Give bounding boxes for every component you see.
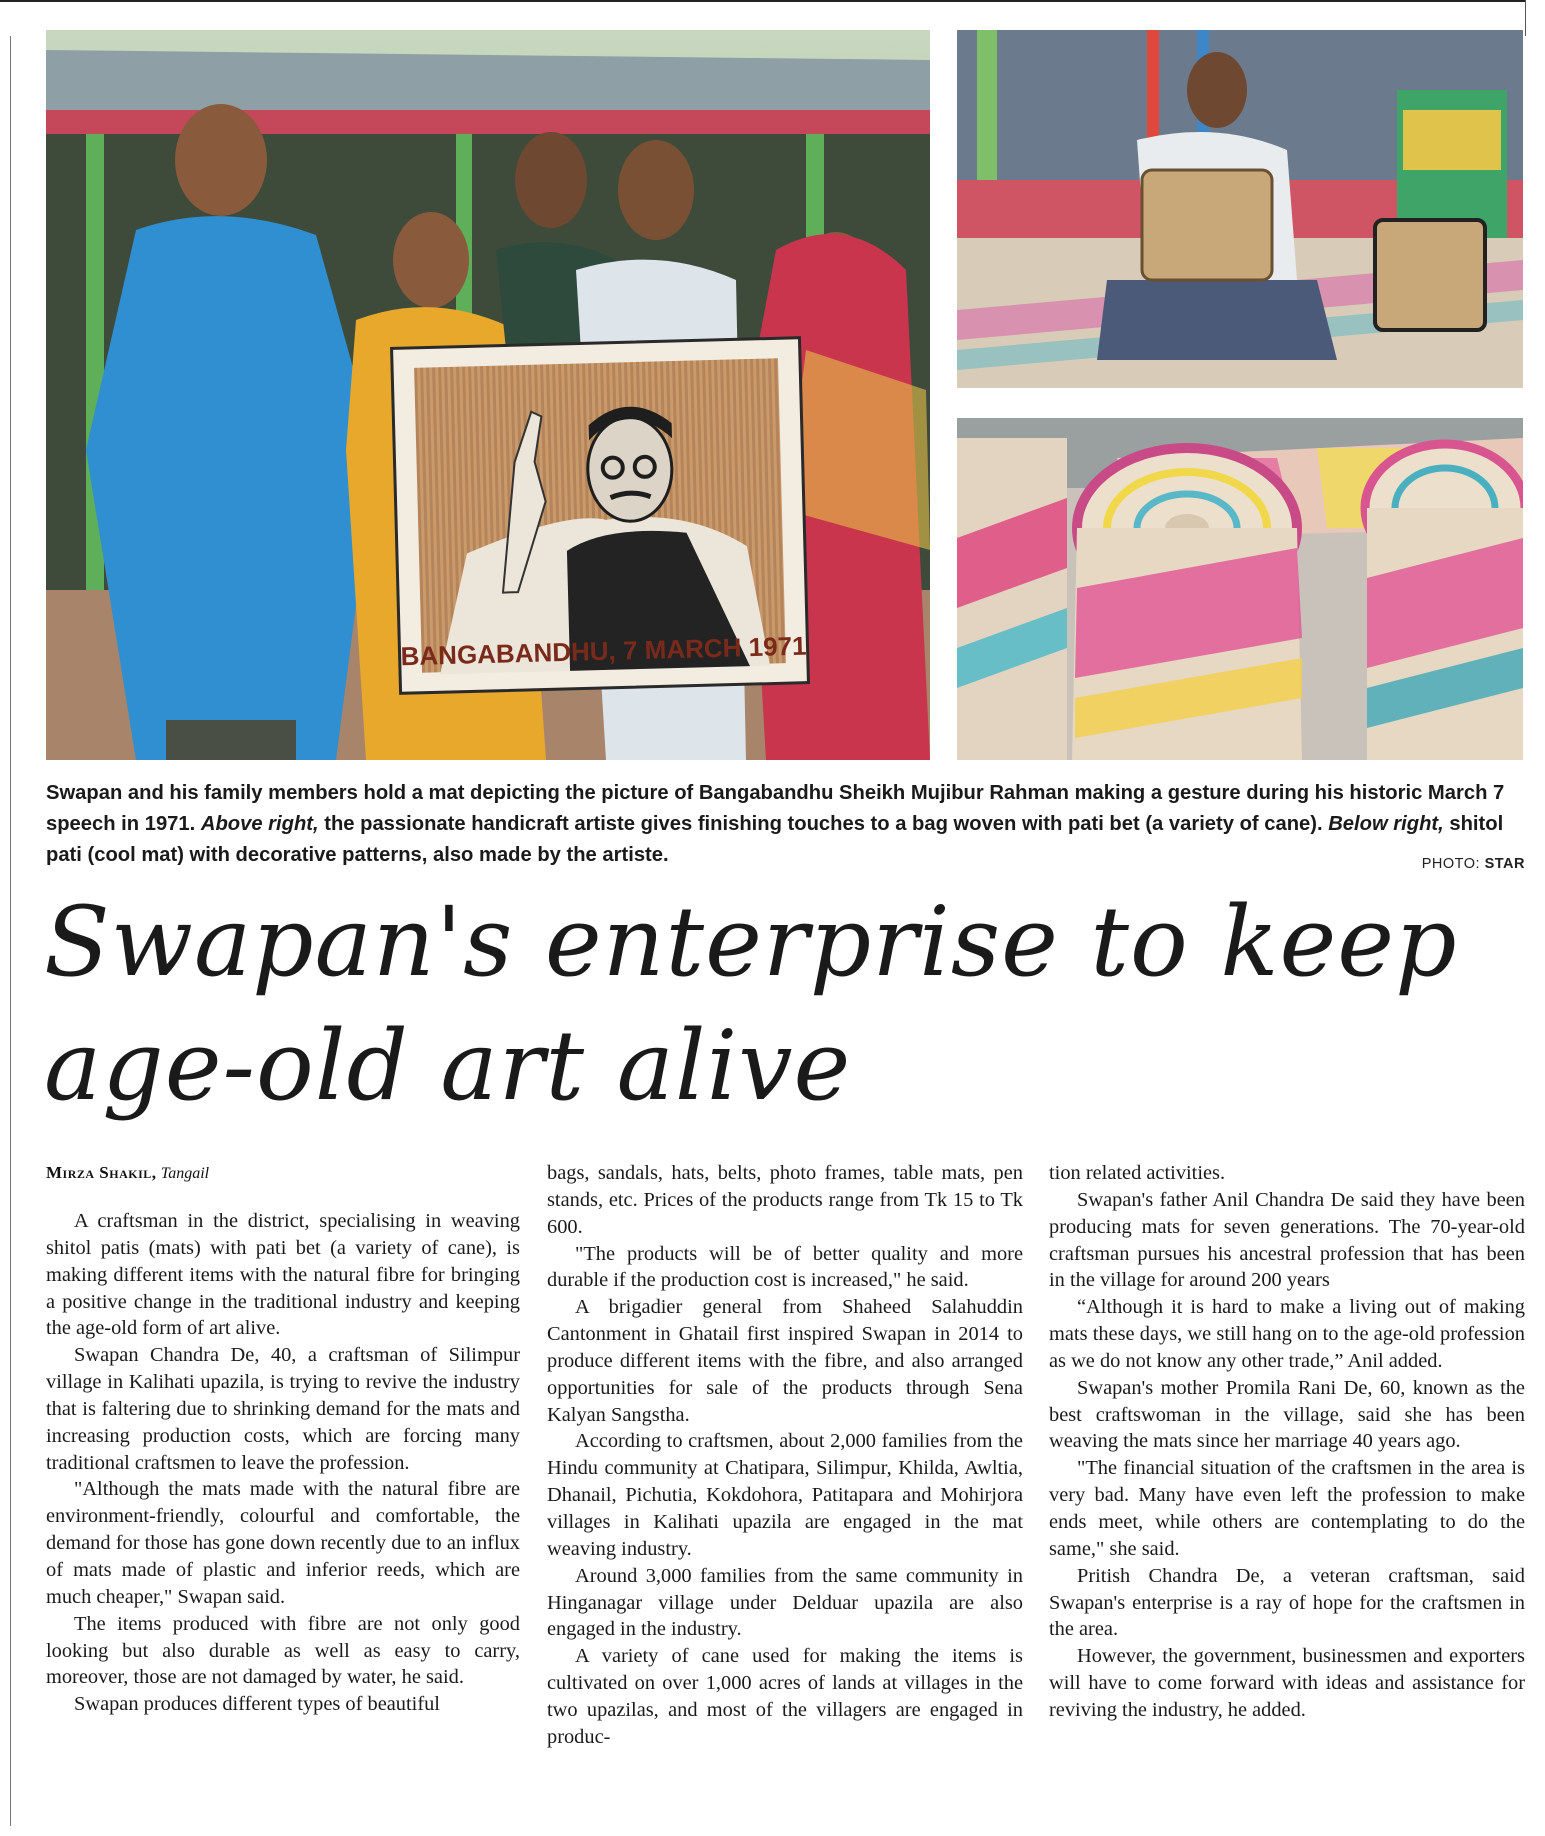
- paragraph: "The financial situation of the craftsmen in the area is very bad. Many have even left the profession to make ends meet, while others are contemplating to do the same," she said.: [1049, 1457, 1525, 1560]
- photo-credit-label: PHOTO:: [1421, 856, 1485, 872]
- paragraph: Swapan Chandra De, 40, a craftsman of Silimpur village in Kalihati upazila, is trying to revive the industry that is faltering due to shrinking demand for the mats and increasing production costs, which are forcing many traditional craftsmen to leave the profession.: [46, 1344, 520, 1474]
- paragraph: Swapan's mother Promila Rani De, 60, known as the best craftswoman in the village, said she has been weaving the mats since her marriage 40 years ago.: [1049, 1376, 1525, 1453]
- caption-label-above: Above right,: [200, 813, 319, 835]
- headline: [44, 880, 1524, 1128]
- paragraph: Around 3,000 families from the same community in Hinganagar village under Delduar upazila are also engaged in the industry.: [547, 1564, 1023, 1641]
- paragraph: A variety of cane used for making the items is cultivated on over 1,000 acres of lands at villages in the two upazilas, and most of the villagers are engaged in produc-: [547, 1645, 1023, 1748]
- byline: [46, 1163, 209, 1183]
- caption-part-3: shitol pati (cool mat) with decorative patterns, also made by the artiste.: [46, 813, 1504, 866]
- article-column-2: [547, 1160, 1023, 1833]
- mat-inscription: BANGABANDHU, 7 MARCH 1971: [400, 630, 807, 672]
- paragraph: Pritish Chandra De, a veteran craftsman, said Swapan's enterprise is a ray of hope for the craftsmen in the area.: [1049, 1564, 1525, 1641]
- paragraph: A craftsman in the district, specialising in weaving shitol patis (mats) with pati bet (a variety of cane), is making different items with the natural fibre for bringing a positive change in the traditional industry and keeping the age-old form of art alive.: [46, 1210, 520, 1340]
- article-column-1: [46, 1208, 520, 1833]
- headline-line-2: age-old art alive: [44, 1010, 852, 1122]
- paragraph: bags, sandals, hats, belts, photo frames, table mats, pen stands, etc. Prices of the products range from Tk 15 to Tk 600.: [547, 1162, 1023, 1238]
- paragraph: However, the government, businessmen and exporters will have to come forward with ideas and assistance for reviving the industry, he added.: [1049, 1645, 1525, 1721]
- paragraph: "The products will be of better quality and more durable if the production cost is increased," he said.: [547, 1242, 1023, 1292]
- byline-place: Tangail: [160, 1165, 210, 1182]
- paragraph: A brigadier general from Shaheed Salahuddin Cantonment in Ghatail first inspired Swapan in 2014 to produce different items with the fibre, and also arranged opportunities for sale of the products through Sena Kalyan Sangstha.: [547, 1296, 1023, 1426]
- byline-author: Mirza Shakil,: [46, 1163, 157, 1182]
- paragraph: According to craftsmen, about 2,000 families from the Hindu community at Chatipara, Silimpur, Khilda, Awltia, Dhanail, Pichutia, Kokdohora, Patitapara and Mohirjora villages in Kalihati upazila are engaged in the mat weaving industry.: [547, 1430, 1023, 1560]
- right-rule: [1525, 0, 1526, 36]
- caption-part-2: the passionate handicraft artiste gives finishing touches to a bag woven with pati bet (a variety of cane).: [318, 813, 1329, 835]
- family-photo: [46, 30, 930, 760]
- left-rule: [10, 36, 11, 1826]
- paragraph: Swapan's father Anil Chandra De said they have been producing mats for seven generations. The 70-year-old craftsman pursues his ancestral profession that has been in the village for around 200 years: [1049, 1188, 1525, 1292]
- photo-credit: [1422, 856, 1525, 872]
- caption-part-1: Swapan and his family members hold a mat depicting the picture of Bangabandhu Sheikh Mujibur Rahman making a gesture during his historic March 7 speech in 1971.: [46, 782, 1505, 835]
- artiste-with-bag-photo: [957, 30, 1523, 388]
- paragraph: Swapan produces different types of beautiful: [74, 1693, 440, 1716]
- paragraph: tion related activities.: [1049, 1162, 1226, 1184]
- photo-credit-source: STAR: [1484, 856, 1525, 872]
- article-column-3: [1049, 1160, 1525, 1833]
- caption-label-below: Below right,: [1328, 813, 1444, 835]
- paragraph: “Although it is hard to make a living out of making mats these days, we still hang on to the age-old profession as we do not know any other trade,” Anil added.: [1049, 1296, 1525, 1372]
- headline-line-1: Swapan's enterprise to keep: [44, 886, 1458, 998]
- paragraph: "Although the mats made with the natural fibre are environment-friendly, colourful and comfortable, the demand for those has gone down recently due to an influx of mats made of plastic and inferior reeds, which are much cheaper," Swapan said.: [46, 1478, 520, 1608]
- paragraph: The items produced with fibre are not only good looking but also durable as well as easy to carry, moreover, those are not damaged by water, he said.: [46, 1612, 520, 1689]
- shitol-pati-rolls-photo: [957, 418, 1523, 760]
- photo-caption: [46, 778, 1526, 871]
- top-rule: [0, 0, 1525, 2]
